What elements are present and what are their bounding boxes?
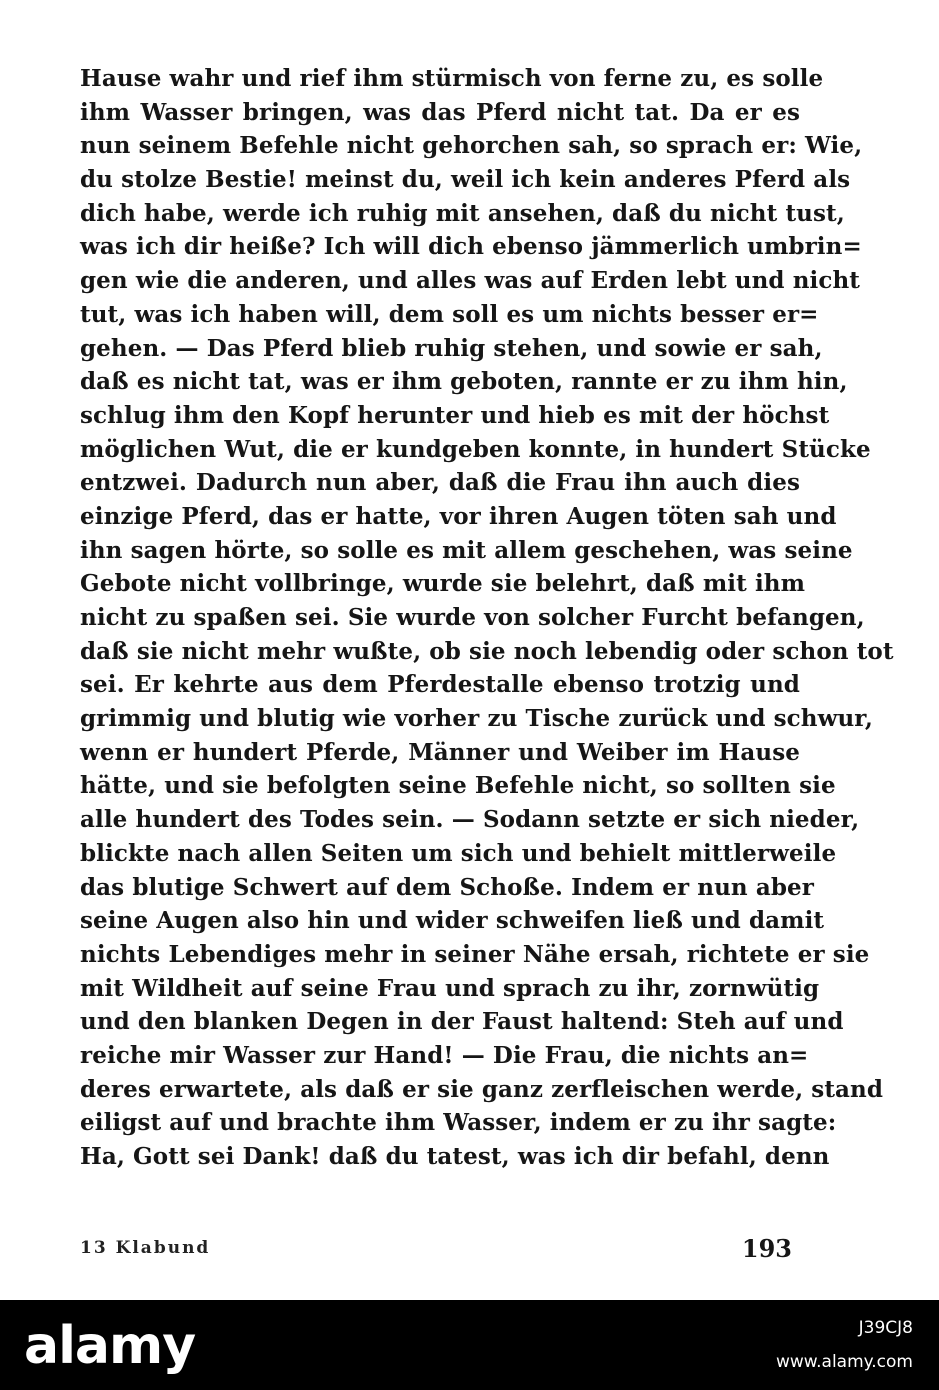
text-line: Ha, Gott sei Dank! daß du tatest, was ich dir befahl, denn — [80, 1143, 830, 1170]
text-line: tut, was ich haben will, dem soll es um nichts besser er= — [80, 300, 819, 328]
text-line: mit Wildheit auf seine Frau und sprach zu ihr, zornwütig — [80, 974, 820, 1002]
text-line: daß es nicht tat, was er ihm geboten, rannte er zu ihm hin, — [80, 368, 848, 396]
text-line: nicht zu spaßen sei. Sie wurde von solcher Furcht befangen, — [80, 604, 865, 631]
watermark-banner — [0, 1300, 939, 1390]
text-line: und den blanken Degen in der Faust haltend: Steh auf und — [80, 1008, 844, 1036]
text-line: dich habe, werde ich ruhig mit ansehen, daß du nicht tust, — [80, 199, 845, 227]
body-text — [80, 62, 894, 1174]
text-line: schlug ihm den Kopf herunter und hieb es mit der höchst — [80, 401, 830, 429]
text-line: einzige Pferd, das er hatte, vor ihren Augen töten sah und — [80, 502, 837, 530]
page-footer — [80, 1234, 792, 1268]
text-line: blickte nach allen Seiten um sich und behielt mittlerweile — [80, 839, 837, 867]
text-line: alle hundert des Todes sein. — Sodann setzte er sich nieder, — [80, 806, 860, 834]
text-line: wenn er hundert Pferde, Männer und Weiber im Hause — [80, 738, 800, 766]
text-line: hätte, und sie befolgten seine Befehle nicht, so sollten sie — [80, 772, 836, 800]
text-line: seine Augen also hin und wider schweifen ließ und damit — [80, 907, 825, 935]
text-line: entzwei. Dadurch nun aber, daß die Frau ihn auch dies — [80, 469, 800, 497]
text-line: möglichen Wut, die er kundgeben konnte, in hundert Stücke — [80, 435, 871, 463]
text-line: ihm Wasser bringen, was das Pferd nicht tat. Da er es — [80, 98, 800, 126]
text-line: Gebote nicht vollbringe, wurde sie belehrt, daß mit ihm — [80, 570, 806, 598]
text-line: gen wie die anderen, und alles was auf Erden lebt und nicht — [80, 267, 861, 295]
alamy-logo: alamy — [24, 1316, 196, 1376]
site-url: www.alamy.com — [775, 1352, 913, 1372]
text-line: Hause wahr und rief ihm stürmisch von ferne zu, es solle — [80, 65, 824, 92]
text-line: das blutige Schwert auf dem Schoße. Indem er nun aber — [80, 873, 814, 901]
text-line: nun seinem Befehle nicht gehorchen sah, so sprach er: Wie, — [80, 132, 863, 160]
text-line: gehen. — Das Pferd blieb ruhig stehen, und sowie er sah, — [80, 334, 823, 362]
text-line: was ich dir heiße? Ich will dich ebenso jämmerlich umbrin= — [80, 233, 862, 261]
text-line: grimmig und blutig wie vorher zu Tische zurück und schwur, — [80, 705, 873, 733]
text-line: du stolze Bestie! meinst du, weil ich kein anderes Pferd als — [80, 166, 851, 194]
text-line: nichts Lebendiges mehr in seiner Nähe ersah, richtete er sie — [80, 940, 870, 968]
image-id: J39CJ8 — [858, 1318, 913, 1338]
text-line: deres erwartete, als daß er sie ganz zerfleischen werde, stand — [80, 1075, 884, 1103]
text-line: eiligst auf und brachte ihm Wasser, indem er zu ihr sagte: — [80, 1109, 837, 1137]
page-number: 193 — [741, 1234, 792, 1263]
text-line: sei. Er kehrte aus dem Pferdestalle ebenso trotzig und — [80, 671, 800, 699]
text-line: reiche mir Wasser zur Hand! — Die Frau, die nichts an= — [80, 1041, 809, 1069]
text-line: daß sie nicht mehr wußte, ob sie noch lebendig oder schon tot — [80, 637, 894, 665]
text-line: ihn sagen hörte, so solle es mit allem geschehen, was seine — [80, 536, 853, 564]
printer-signature: 13 Klabund — [80, 1238, 211, 1258]
